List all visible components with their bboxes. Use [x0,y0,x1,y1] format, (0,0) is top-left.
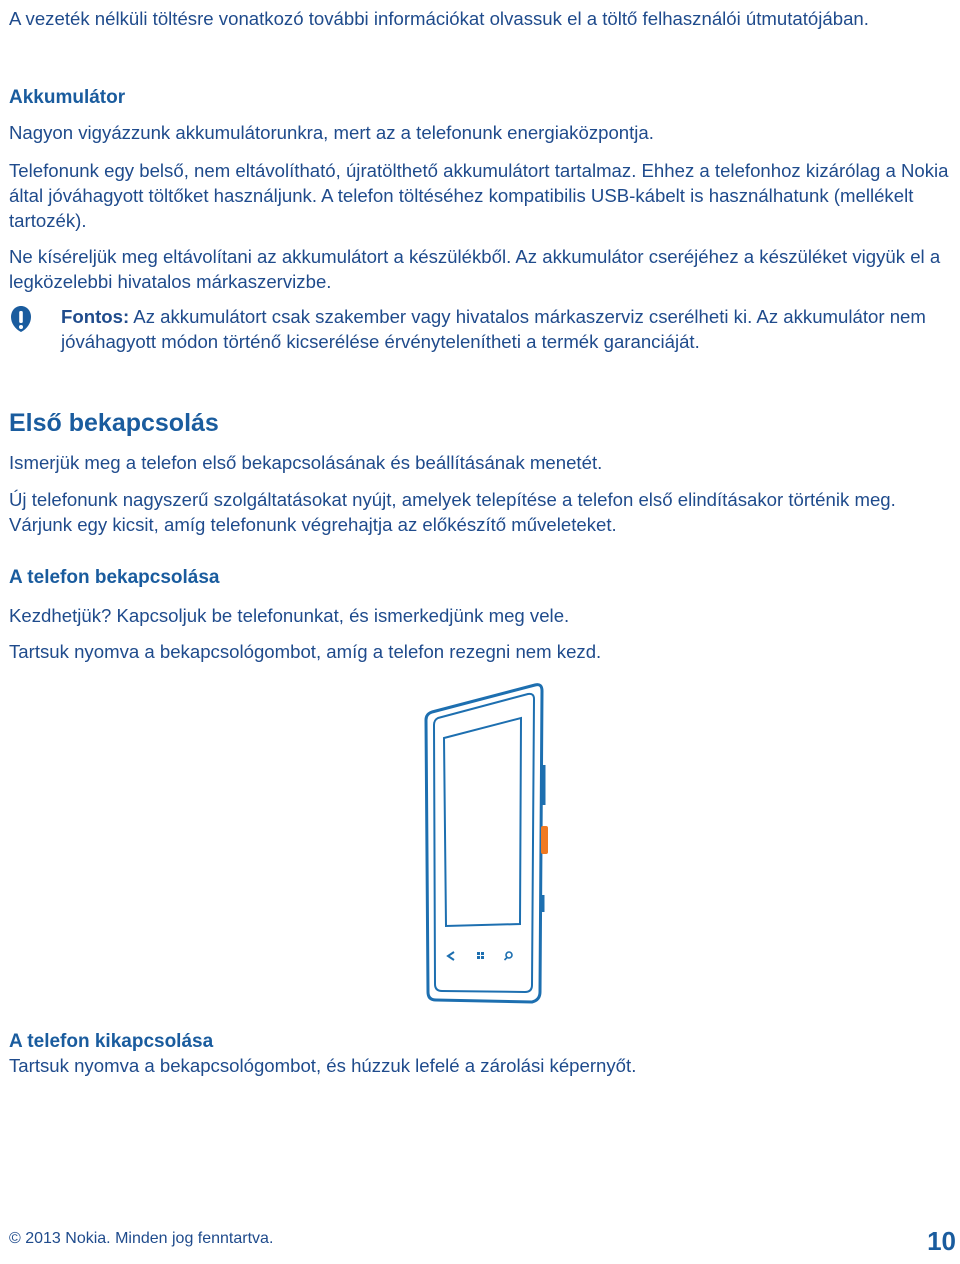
warning-label: Fontos: [61,306,130,327]
battery-paragraph-2: Telefonunk egy belső, nem eltávolítható, újratölthető akkumulátort tartalmaz. Ehhez a telefonhoz kizárólag a Nokia által jóváhagyott töltőket használjunk. A telefon töltéséhez kompatibilis USB-kábelt is használhatunk (mellékelt tartozék). [9,160,949,231]
battery-paragraph-1: Nagyon vigyázzunk akkumulátorunkra, mert az a telefonunk energiaközpontja. [9,122,654,143]
power-off-heading: A telefon kikapcsolása [9,1031,214,1052]
back-arrow-icon [448,952,454,960]
power-on-heading: A telefon bekapcsolása [9,567,220,588]
search-icon [505,952,513,960]
power-off-paragraph: Tartsuk nyomva a bekapcsológombot, és húzzuk lefelé a zárolási képernyőt. [9,1055,637,1076]
first-start-paragraph-1: Ismerjük meg a telefon első bekapcsolásának és beállításának menetét. [9,452,603,473]
first-start-heading: Első bekapcsolás [9,409,219,437]
warning-note [61,304,941,354]
wireless-charging-note: A vezeték nélküli töltésre vonatkozó további információkat olvassuk el a töltő felhasználói útmutatójában. [9,8,869,29]
warning-text: Az akkumulátort csak szakember vagy hivatalos márkaszerviz cserélheti ki. Az akkumulátor nem jóváhagyott módon történő kicserélése érvénytelenítheti a termék garanciáját. [61,306,926,352]
power-button [541,826,548,854]
copyright-notice: © 2013 Nokia. Minden jog fenntartva. [9,1230,274,1247]
battery-heading: Akkumulátor [9,87,126,108]
power-on-paragraph-2: Tartsuk nyomva a bekapcsológombot, amíg a telefon rezegni nem kezd. [9,641,602,662]
battery-paragraph-3: Ne kíséreljük meg eltávolítani az akkumulátort a készülékből. Az akkumulátor cseréjéhez a készüléket vigyük el a legközelebbi hivatalos márkaszervizbe. [9,246,941,292]
first-start-paragraph-2: Új telefonunk nagyszerű szolgáltatásokat nyújt, amelyek telepítése a telefon első elindításakor történik meg. Várjunk egy kicsit, amíg telefonunk végrehajtja az előkészítő műveleteket. [9,489,896,535]
exclamation-circle-icon [7,305,35,333]
windows-start-icon [477,952,484,959]
page-number: 10 [927,1226,956,1256]
phone-illustration [418,680,558,1010]
power-on-paragraph-1: Kezdhetjük? Kapcsoljuk be telefonunkat, és ismerkedjünk meg vele. [9,605,570,626]
